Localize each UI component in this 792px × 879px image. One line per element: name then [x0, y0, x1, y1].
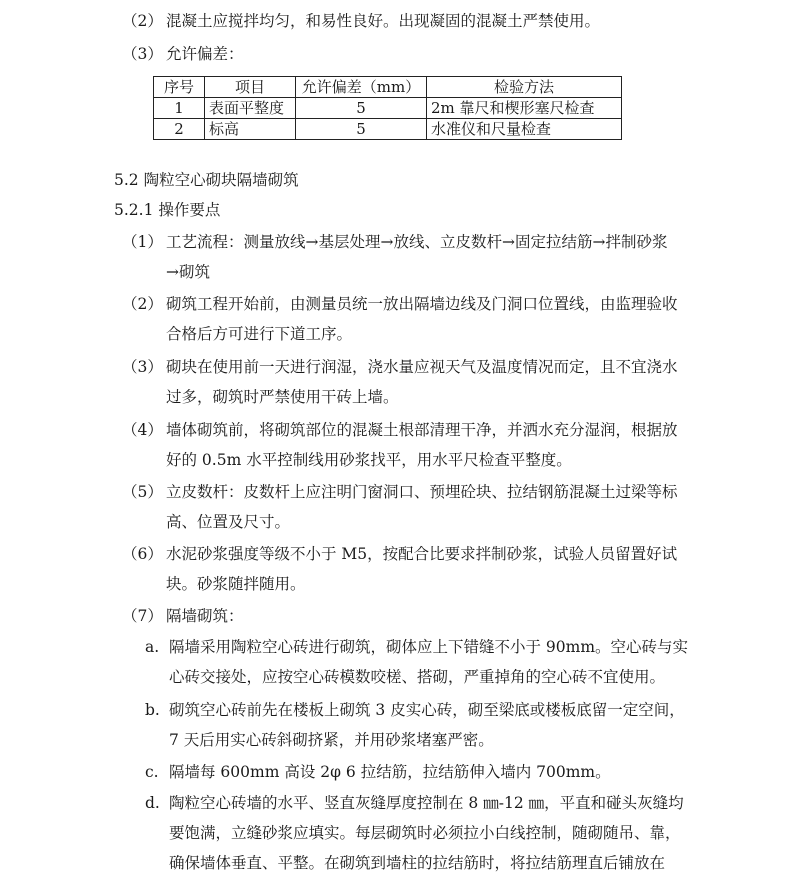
paragraph-line: 水泥砂浆强度等级不小于 M5，按配合比要求拌制砂浆，试验人员留置好试 — [166, 545, 678, 563]
tolerance-table — [153, 76, 622, 140]
table-header-cell: 允许偏差（mm） — [296, 77, 427, 98]
paragraph-line: 砌块在使用前一天进行润湿，浇水量应视天气及温度情况而定，且不宜浇水 — [166, 358, 678, 376]
table-header-cell: 项目 — [205, 77, 296, 98]
paragraph-line: 陶粒空心砖墙的水平、竖直灰缝厚度控制在 8 ㎜-12 ㎜，平直和碰头灰缝均 — [169, 794, 684, 812]
section-title: 5.2 陶粒空心砌块隔墙砌筑 — [114, 171, 299, 189]
paragraph-line: 砌筑空心砖前先在楼板上砌筑 3 皮实心砖，砌至梁底或楼板底留一定空间， — [169, 701, 685, 719]
paragraph-line: 要饱满，立缝砂浆应填实。每层砌筑时必须拉小白线控制，随砌随吊、靠， — [169, 824, 681, 842]
paragraph-line: 心砖交接处，应按空心砖模数咬槎、搭砌，严重掉角的空心砖不宜使用。 — [169, 668, 666, 686]
paragraph-line: →砌筑 — [166, 263, 210, 281]
paragraph-line: 隔墙采用陶粒空心砖进行砌筑，砌体应上下错缝不小于 90mm。空心砖与实 — [169, 638, 689, 656]
subitem-letter: b. — [145, 701, 160, 719]
item-number: （4） — [122, 421, 163, 439]
item-number: （3） — [122, 358, 163, 376]
subitem-letter: c. — [145, 763, 159, 781]
table-header-cell: 序号 — [154, 77, 205, 98]
paragraph-line: 混凝土应搅拌均匀，和易性良好。出现凝固的混凝土严禁使用。 — [166, 12, 601, 30]
table-header-cell: 检验方法 — [427, 77, 622, 98]
paragraph-line: 高、位置及尺寸。 — [166, 513, 291, 531]
paragraph-line: 合格后方可进行下道工序。 — [166, 325, 353, 343]
item-number: （2） — [122, 12, 163, 30]
paragraph-line: 过多，砌筑时严禁使用干砖上墙。 — [166, 388, 399, 406]
subitem-letter: d. — [145, 794, 160, 812]
table-cell: 5 — [296, 119, 427, 140]
table-cell: 标高 — [205, 119, 296, 140]
table-cell: 水准仪和尺量检查 — [427, 119, 622, 140]
item-number: （3） — [122, 45, 163, 63]
paragraph-line: 工艺流程：测量放线→基层处理→放线、立皮数杆→固定拉结筋→拌制砂浆 — [166, 233, 668, 251]
paragraph-line: 墙体砌筑前，将砌筑部位的混凝土根部清理干净，并洒水充分湿润，根据放 — [166, 421, 678, 439]
paragraph-line: 7 天后用实心砖斜砌挤紧，并用砂浆堵塞严密。 — [169, 731, 494, 749]
item-number: （2） — [122, 295, 163, 313]
section-subtitle: 5.2.1 操作要点 — [114, 201, 221, 219]
table-cell: 5 — [296, 98, 427, 119]
paragraph-line: 好的 0.5m 水平控制线用砂浆找平，用水平尺检查平整度。 — [166, 451, 572, 469]
paragraph-line: 砌筑工程开始前，由测量员统一放出隔墙边线及门洞口位置线，由监理验收 — [166, 295, 678, 313]
paragraph-line: 隔墙砌筑： — [166, 607, 244, 625]
item-number: （1） — [122, 233, 163, 251]
paragraph-line: 块。砂浆随拌随用。 — [166, 575, 306, 593]
paragraph-line: 确保墙体垂直、平整。在砌筑到墙柱的拉结筋时，将拉结筋理直后铺放在 — [169, 854, 666, 872]
paragraph-line: 允许偏差： — [166, 45, 244, 63]
table-cell: 2m 靠尺和楔形塞尺检查 — [427, 98, 622, 119]
item-number: （7） — [122, 607, 163, 625]
table-row — [154, 98, 622, 119]
table-cell: 表面平整度 — [205, 98, 296, 119]
table-header-row — [154, 77, 622, 98]
paragraph-line: 立皮数杆：皮数杆上应注明门窗洞口、预埋砼块、拉结钢筋混凝土过梁等标 — [166, 483, 678, 501]
table-cell: 2 — [154, 119, 205, 140]
item-number: （6） — [122, 545, 163, 563]
subitem-letter: a. — [145, 638, 160, 656]
table-row — [154, 119, 622, 140]
paragraph-line: 隔墙每 600mm 高设 2φ 6 拉结筋，拉结筋伸入墙内 700mm。 — [169, 763, 611, 781]
table-cell: 1 — [154, 98, 205, 119]
item-number: （5） — [122, 483, 163, 501]
